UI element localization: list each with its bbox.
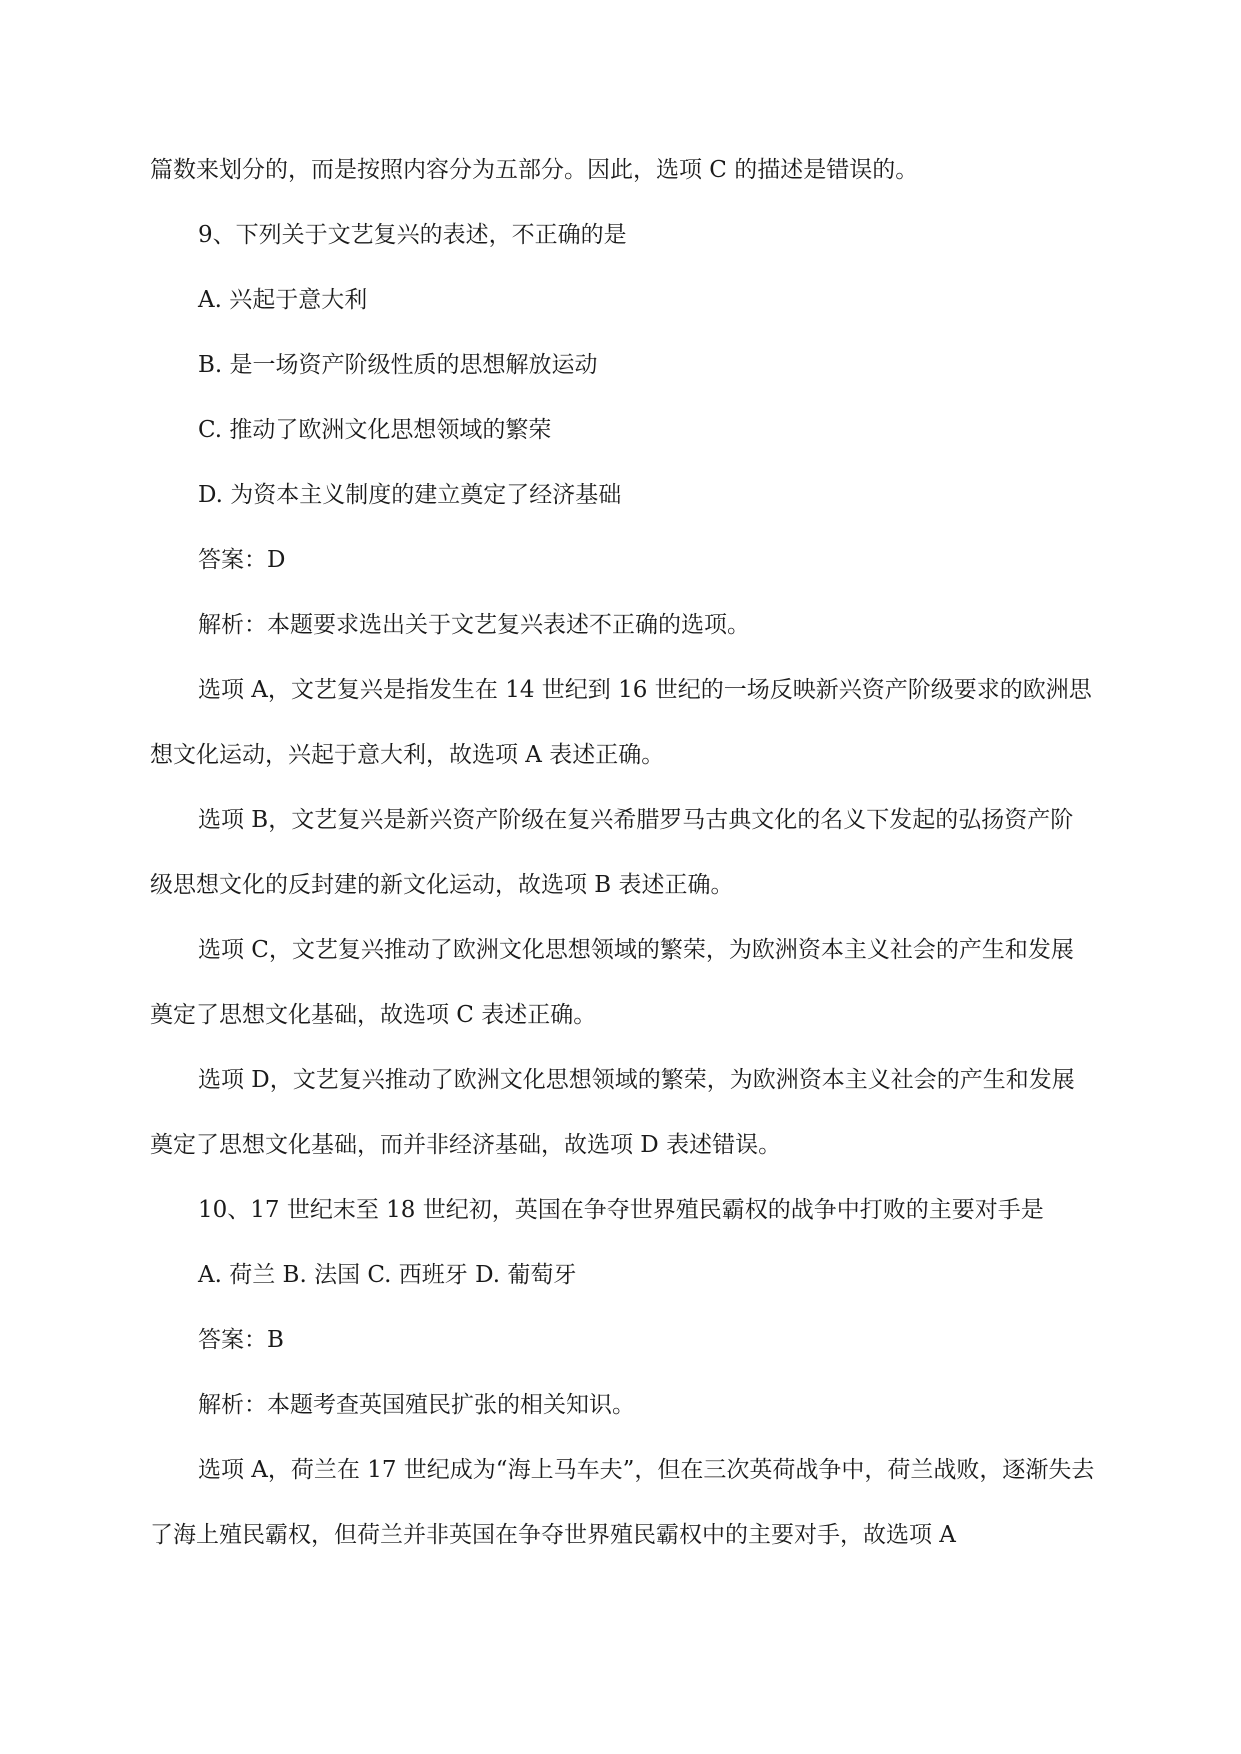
question-9-option-a: A. 兴起于意大利 <box>198 287 368 313</box>
question-10-analysis: 解析：本题考查英国殖民扩张的相关知识。 <box>198 1392 635 1418</box>
question-10-analysis-a: 选项 A，荷兰在 17 世纪成为“海上马车夫”，但在三次英荷战争中，荷兰战败，逐渐失去了海上殖民霸权，但荷兰并非英国在争夺世界殖民霸权中的主要对手，故选项 A <box>150 1457 1095 1548</box>
question-9-option-d: D. 为资本主义制度的建立奠定了经济基础 <box>198 482 622 508</box>
paragraph-continuation: 篇数来划分的，而是按照内容分为五部分。因此，选项 C 的描述是错误的。 <box>150 157 919 183</box>
question-9-analysis-c: 选项 C，文艺复兴推动了欧洲文化思想领域的繁荣，为欧洲资本主义社会的产生和发展奠定了思想文化基础，故选项 C 表述正确。 <box>150 937 1074 1028</box>
question-9-analysis-d: 选项 D，文艺复兴推动了欧洲文化思想领域的繁荣，为欧洲资本主义社会的产生和发展奠定了思想文化基础，而并非经济基础，故选项 D 表述错误。 <box>150 1067 1075 1158</box>
question-9-analysis: 解析：本题要求选出关于文艺复兴表述不正确的选项。 <box>198 612 750 638</box>
question-9-answer: 答案：D <box>198 547 286 573</box>
question-9-analysis-b: 选项 B，文艺复兴是新兴资产阶级在复兴希腊罗马古典文化的名义下发起的弘扬资产阶级思想文化的反封建的新文化运动，故选项 B 表述正确。 <box>150 807 1074 898</box>
question-10-answer: 答案：B <box>198 1327 284 1353</box>
question-9-stem: 9、下列关于文艺复兴的表述，不正确的是 <box>198 222 627 248</box>
question-9-option-c: C. 推动了欧洲文化思想领域的繁荣 <box>198 417 552 443</box>
question-10-options: A. 荷兰 B. 法国 C. 西班牙 D. 葡萄牙 <box>198 1262 577 1288</box>
question-10-stem: 10、17 世纪末至 18 世纪初，英国在争夺世界殖民霸权的战争中打败的主要对手是 <box>198 1197 1044 1223</box>
question-9-analysis-a: 选项 A，文艺复兴是指发生在 14 世纪到 16 世纪的一场反映新兴资产阶级要求的欧洲思想文化运动，兴起于意大利，故选项 A 表述正确。 <box>150 677 1092 768</box>
document-body <box>150 138 1095 1568</box>
question-9-option-b: B. 是一场资产阶级性质的思想解放运动 <box>198 352 598 378</box>
